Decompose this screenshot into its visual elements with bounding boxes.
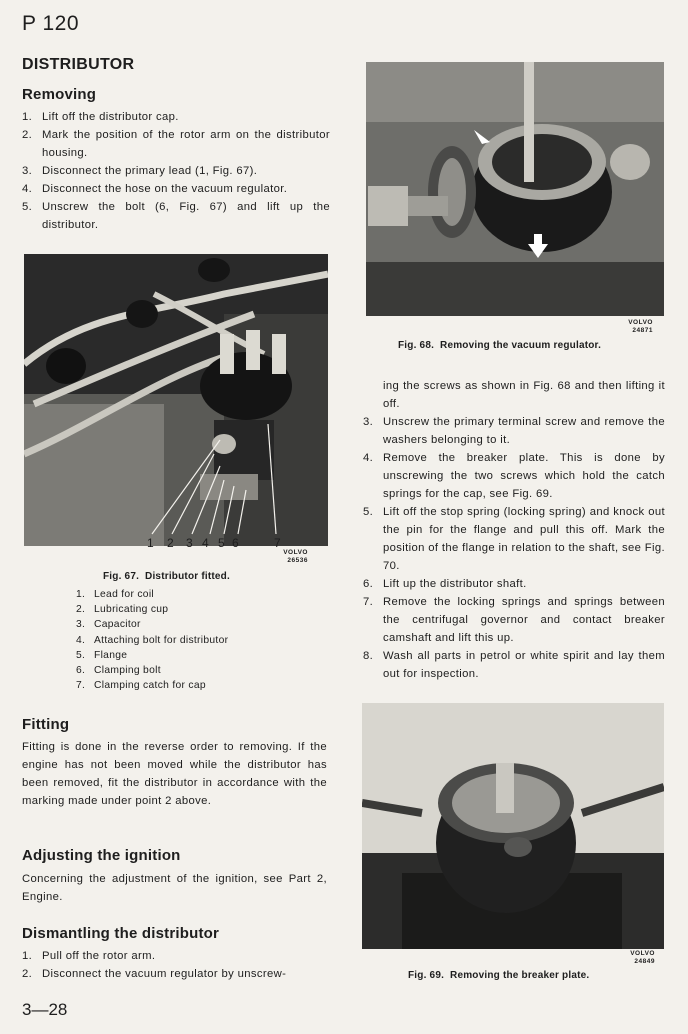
fig69-caption	[408, 970, 589, 981]
list-item	[22, 162, 330, 180]
step-text: Lift up the distributor shaft.	[383, 578, 527, 590]
callout-number: 2	[167, 536, 174, 550]
list-item	[22, 198, 330, 234]
step-text: Disconnect the hose on the vacuum regulator.	[42, 183, 288, 195]
step-text: Unscrew the bolt (6, Fig. 67) and lift up the distributor.	[42, 201, 330, 231]
list-item	[76, 602, 316, 617]
fitting-paragraph: Fitting is done in the reverse order to removing. If the engine has not been moved while the distributor has been removed, fit the distributor in accordance with the marking made under point 2 above.	[22, 741, 327, 807]
callout-number: 5	[218, 536, 225, 550]
callout-number: 7	[274, 536, 281, 550]
legend-number: 4.	[76, 634, 86, 646]
step-text: Disconnect the vacuum regulator by unscrew-	[42, 968, 287, 980]
list-item	[22, 947, 332, 965]
vacuum-regulator-illustration	[366, 62, 664, 316]
fig69-photo	[362, 703, 664, 949]
step-number: 5.	[363, 506, 374, 518]
list-item	[76, 663, 316, 678]
fig67-legend	[76, 587, 316, 693]
brand-label: VOLVO	[630, 950, 655, 957]
step-text: Disconnect the primary lead (1, Fig. 67).	[42, 165, 258, 177]
list-item	[363, 503, 665, 575]
step-text: Lift off the distributor cap.	[42, 111, 179, 123]
list-item	[76, 587, 316, 602]
list-item	[76, 633, 316, 648]
brand-label: VOLVO	[628, 319, 653, 326]
step-text: Unscrew the primary terminal screw and remove the washers belonging to it.	[383, 416, 665, 446]
list-item	[363, 593, 665, 647]
step-number: 3.	[363, 416, 374, 428]
callout-number: 4	[202, 536, 209, 550]
list-item	[22, 965, 332, 983]
step-number: 3.	[22, 165, 33, 177]
step-number: 5.	[22, 201, 33, 213]
step-number: 1.	[22, 950, 33, 962]
legend-number: 5.	[76, 649, 86, 661]
step-text: Wash all parts in petrol or white spirit and lay them out for inspection.	[383, 650, 665, 680]
engine-distributor-illustration	[24, 254, 328, 546]
legend-text: Attaching bolt for distributor	[94, 634, 229, 646]
list-item	[76, 678, 316, 693]
step-number: 8.	[363, 650, 374, 662]
image-code: 26536	[287, 557, 308, 564]
list-item	[22, 126, 330, 162]
legend-text: Clamping catch for cap	[94, 680, 206, 692]
step-text: Pull off the rotor arm.	[42, 950, 156, 962]
step-text: Mark the position of the rotor arm on the distributor housing.	[42, 129, 330, 159]
step-text: Lift off the stop spring (locking spring) and knock out the pin for the flange and pull this off. Mark the position of the flange in relation to the shaft, see Fig. 70.	[383, 506, 665, 572]
list-item	[363, 413, 665, 449]
list-item	[76, 617, 316, 632]
removing-heading: Removing	[22, 86, 97, 103]
legend-number: 1.	[76, 589, 86, 600]
figure-number: Fig. 69.	[408, 970, 445, 981]
list-item	[76, 648, 316, 663]
step-number: 1.	[22, 111, 33, 123]
image-code: 24849	[634, 958, 655, 965]
fig67-volvo-mark	[270, 549, 308, 565]
dismantling-steps-continued	[363, 413, 665, 683]
adjusting-paragraph: Concerning the adjustment of the ignition, see Part 2, Engine.	[22, 873, 327, 903]
fig67-photo	[24, 254, 328, 546]
dismantling-steps	[22, 947, 332, 983]
breaker-plate-illustration	[362, 703, 664, 949]
step-number: 2.	[22, 968, 33, 980]
step-text: Remove the locking springs and springs between the centrifugal governor and contact breaker camshaft and lift this up.	[383, 596, 665, 644]
legend-text: Lead for coil	[94, 589, 154, 600]
fig69-volvo-mark	[617, 950, 655, 966]
figure-number: Fig. 68.	[398, 340, 435, 351]
step-text: Remove the breaker plate. This is done by unscrewing the two screws which hold the catch springs for the cap, see Fig. 69.	[383, 452, 665, 500]
step-number: 7.	[363, 596, 374, 608]
legend-number: 3.	[76, 619, 86, 631]
figure-title: Distributor fitted.	[145, 571, 230, 582]
legend-text: Capacitor	[94, 619, 141, 631]
step-number: 2.	[22, 129, 33, 141]
legend-text: Lubricating cup	[94, 604, 169, 616]
figure-number: Fig. 67.	[103, 571, 140, 582]
figure-title: Removing the vacuum regulator.	[440, 340, 602, 351]
fig68-volvo-mark	[615, 319, 653, 335]
callout-number: 3	[186, 536, 193, 550]
dismantling-continuation: ing the screws as shown in Fig. 68 and then lifting it off.	[383, 380, 665, 410]
list-item	[22, 108, 330, 126]
list-item	[363, 647, 665, 683]
legend-number: 2.	[76, 604, 86, 616]
adjusting-heading: Adjusting the ignition	[22, 847, 181, 864]
callout-number: 1	[147, 536, 154, 550]
fig68-photo	[366, 62, 664, 316]
section-title: DISTRIBUTOR	[22, 56, 135, 73]
fitting-heading: Fitting	[22, 716, 70, 733]
legend-number: 6.	[76, 665, 86, 677]
removing-steps	[22, 108, 330, 234]
list-item	[363, 449, 665, 503]
list-item	[363, 575, 665, 593]
legend-number: 7.	[76, 680, 86, 692]
list-item	[22, 180, 330, 198]
brand-label: VOLVO	[283, 549, 308, 556]
page-model-label: P 120	[22, 12, 79, 35]
callout-number: 6	[232, 536, 239, 550]
dismantling-heading: Dismantling the distributor	[22, 925, 220, 942]
fig68-caption	[398, 340, 601, 351]
fig67-caption	[103, 571, 230, 582]
step-number: 6.	[363, 578, 374, 590]
page-number: 3—28	[22, 1000, 68, 1019]
legend-text: Clamping bolt	[94, 665, 161, 677]
legend-text: Flange	[94, 649, 128, 661]
step-number: 4.	[363, 452, 374, 464]
image-code: 24871	[632, 327, 653, 334]
step-number: 4.	[22, 183, 33, 195]
figure-title: Removing the breaker plate.	[450, 970, 590, 981]
